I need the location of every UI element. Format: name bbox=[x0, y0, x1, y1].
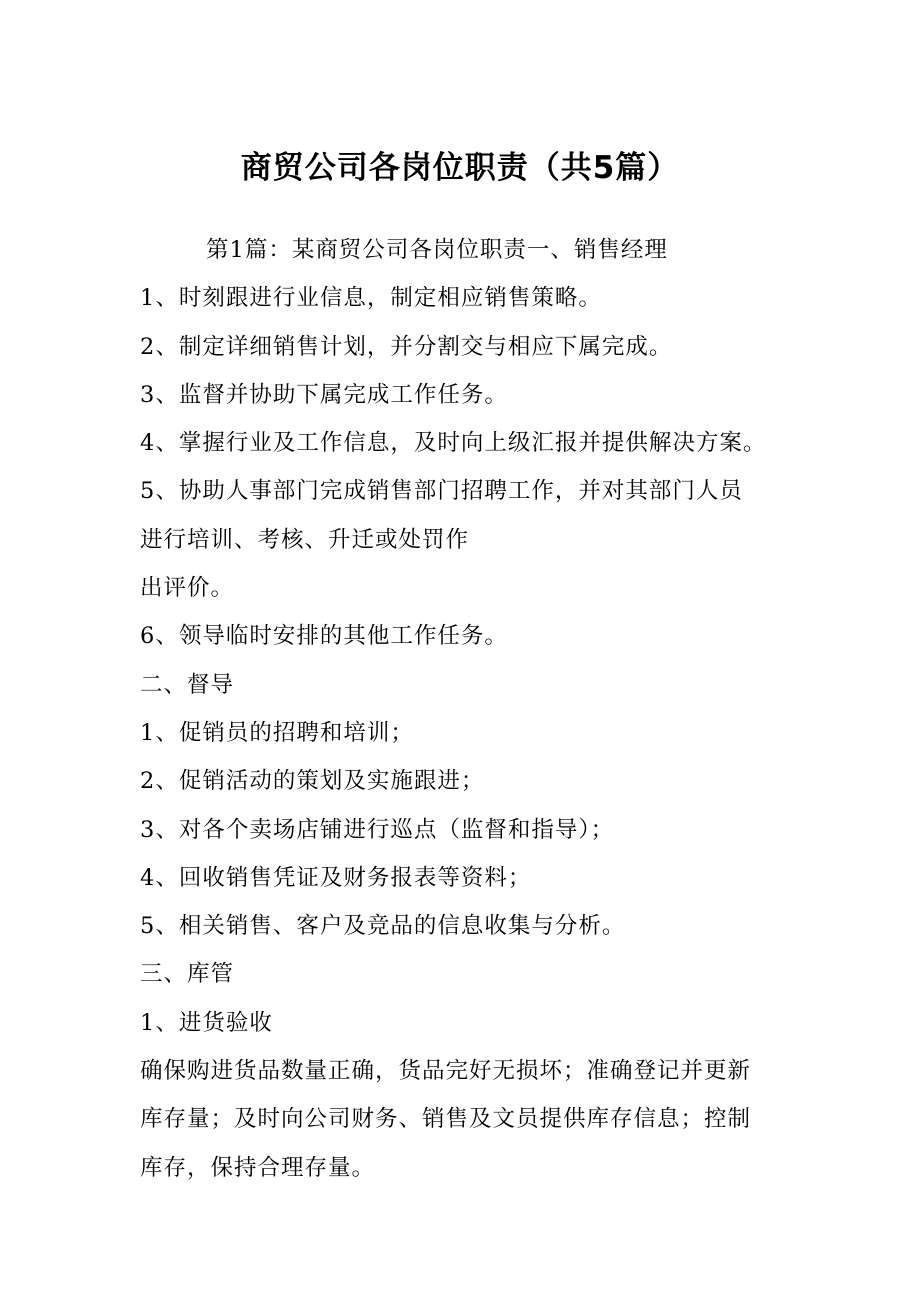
section-heading: 三、库管 bbox=[140, 961, 235, 988]
text-line: 2、制定详细销售计划，并分割交与相应下属完成。 bbox=[140, 333, 673, 360]
text-line: 1、进货验收 bbox=[140, 1009, 273, 1036]
text-line: 6、领导临时安排的其他工作任务。 bbox=[140, 623, 508, 650]
section-heading: 二、督导 bbox=[140, 671, 235, 698]
document-title: 商贸公司各岗位职责（共5篇） bbox=[240, 150, 680, 186]
text-line: 4、回收销售凭证及财务报表等资料； bbox=[140, 864, 532, 891]
text-line: 2、促销活动的策划及实施跟进； bbox=[140, 768, 485, 795]
text-line: 库存，保持合理存量。 bbox=[140, 1154, 376, 1181]
document-body bbox=[140, 226, 800, 1192]
text-line: 5、协助人事部门完成销售部门招聘工作，并对其部门人员 bbox=[140, 478, 743, 505]
text-line: 1、促销员的招聘和培训； bbox=[140, 719, 414, 746]
text-line: 5、相关销售、客户及竞品的信息收集与分析。 bbox=[140, 913, 626, 940]
text-line: 库存量；及时向公司财务、销售及文员提供库存信息；控制 bbox=[140, 1106, 752, 1133]
text-line: 进行培训、考核、升迁或处罚作 bbox=[140, 526, 470, 553]
text-line: 3、监督并协助下属完成工作任务。 bbox=[140, 381, 508, 408]
text-line: 出评价。 bbox=[140, 575, 235, 602]
text-line: 第1篇：某商贸公司各岗位职责一、销售经理 bbox=[206, 237, 668, 263]
text-line: 1、时刻跟进行业信息，制定相应销售策略。 bbox=[140, 285, 602, 312]
text-line: 3、对各个卖场店铺进行巡点（监督和指导）； bbox=[140, 816, 615, 843]
text-line: 4、掌握行业及工作信息，及时向上级汇报并提供解决方案。 bbox=[140, 430, 767, 457]
text-line: 确保购进货品数量正确，货品完好无损坏；准确登记并更新 bbox=[140, 1058, 752, 1085]
